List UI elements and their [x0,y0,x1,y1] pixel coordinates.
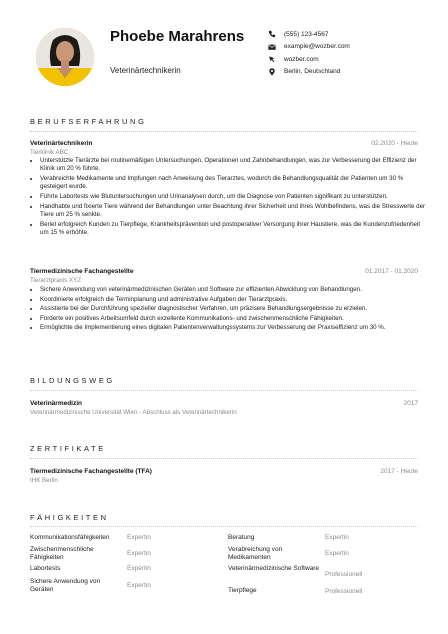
list-item: • Sichere Anwendung von veterinärmedizinischen Geräten und Software zur effizienten Abwicklung von Behandlungen. [40,286,428,294]
list-item: • Koordinierte erfolgreich die Terminplanung und administrative Aufgaben der Tierarztpraxis. [40,296,428,304]
job-1-title: Veterinärtechnikerin [30,140,93,147]
skill-row [30,546,214,565]
map-pin-icon [268,68,276,76]
contact-website [268,53,350,66]
list-item: • Beriet erfolgreich Kunden zu Tierpflege, Krankheitsprävention und postoperativer Versorgung ihrer Haustiere, was die Kundenzufriedenheit um 15 % erhöhte. [40,221,428,238]
link-icon [268,55,276,63]
job-1-company: Tierklinik ABC [30,149,69,156]
job-2-company: Tierarztpraxis XYZ [30,277,81,284]
skill-level: Expertin [127,534,151,541]
certificate-issuer: IHK Berlin [30,477,58,484]
skill-name: Verabreichung von Medikamenten [228,546,283,561]
list-item: • Verabreichte Medikamente und Impfungen nach Anweisung des Tierarztes, wodurch die Behandlungsqualität der Patienten um 30 % gesteigert wurde. [40,175,428,192]
certificate-name: Tiermedizinische Fachangestellte (TFA) [30,468,152,475]
list-item: • Handhabte und fixierte Tiere während der Behandlungen unter Beachtung ihrer Sicherheit und ihres Wohlbefindens, was die Stresswerte der Tiere um 25 % senkte. [40,203,428,220]
skill-row [228,587,412,599]
list-item: • Ermöglichte die Implementierung eines digitalen Patientenverwaltungssystems zur Verbesserung der Praxiseffizienz um 30 %. [40,324,428,332]
phone-icon [268,30,276,38]
skills-section-title: FÄHIGKEITEN [30,513,109,522]
envelope-icon [268,43,276,51]
contact-phone [268,28,350,41]
skill-level: Professionell [325,588,363,595]
skills-column-right [228,534,412,599]
certificates-divider [30,458,418,459]
job-1-bullets [30,157,428,239]
list-item: • Assistierte bei der Durchführung spezieller diagnostischer Verfahren, um präzisere Behandlungsergebnisse zu erzielen. [40,305,428,313]
experience-divider [30,131,418,132]
skill-row [228,546,412,565]
list-item: • Unterstützte Tierärzte bei routinemäßigen Untersuchungen, Operationen und Zahnbehandlungen, was zur Verbesserung der Effizienz der Klinik um 20 % führte. [40,157,428,174]
contact-location [268,66,350,79]
skill-level: Expertin [127,565,151,572]
skills-divider [30,526,418,527]
job-2-bullets [30,286,428,334]
education-date: 2017 [403,400,418,407]
skill-name: Veterinärmedizinische Software [228,565,320,572]
skill-row [228,534,412,546]
skill-name: Labortests [30,565,61,572]
skill-level: Expertin [127,582,151,589]
portrait-image [36,28,94,86]
skill-row [30,565,214,578]
skill-row [228,565,412,587]
skill-row [30,578,214,596]
candidate-role: Veterinärtechnikerin [110,66,181,75]
phone-text: (555) 123-4567 [284,30,329,38]
contact-email [268,41,350,54]
list-item: • Förderte ein positives Arbeitsumfeld durch exzellente Kommunikations- und zwischenmenschliche Fähigkeiten. [40,315,428,323]
candidate-name: Phoebe Marahrens [110,28,245,45]
job-1-date: 02.2020 - Heute [371,140,418,147]
skill-row [30,534,214,546]
education-degree: Veterinärmedizin [30,400,83,407]
skill-name: Sichere Anwendung von Geräten [30,578,101,593]
profile-photo [36,28,94,86]
job-2-title: Tiermedizinische Fachangestellte [30,268,134,275]
skill-level: Expertin [127,550,151,557]
certificates-section-title: ZERTIFIKATE [30,444,106,453]
skill-name: Kommunikationsfähigkeiten [30,534,110,541]
website-text: wozber.com [284,55,319,63]
skill-name: Beratung [228,534,255,541]
email-text: example@wozber.com [284,43,350,51]
skills-column-left [30,534,214,596]
experience-section-title: BERUFSERFAHRUNG [30,117,147,126]
skill-name: Tierpflege [228,587,257,594]
list-item: • Führte Labortests wie Blutuntersuchungen und Urinanalysen durch, um die Diagnose von Patienten signifikant zu unterstützen. [40,193,428,201]
certificate-date: 2017 - Heute [380,468,418,475]
education-school: Veterinärmedizinische Universität Wien - Abschluss als Veterinärtechnikerin [30,409,237,416]
education-section-title: BILDUNGSWEG [30,376,115,385]
skill-level: Professionell [325,571,363,578]
education-divider [30,390,418,391]
skill-level: Expertin [325,550,349,557]
contact-list [268,28,350,78]
skill-name: Zwischenmenschliche Fähigkeiten [30,546,94,561]
location-text: Berlin, Deutschland [284,68,341,76]
skill-level: Expertin [325,534,349,541]
job-2-date: 01.2017 - 01.2020 [365,268,418,275]
